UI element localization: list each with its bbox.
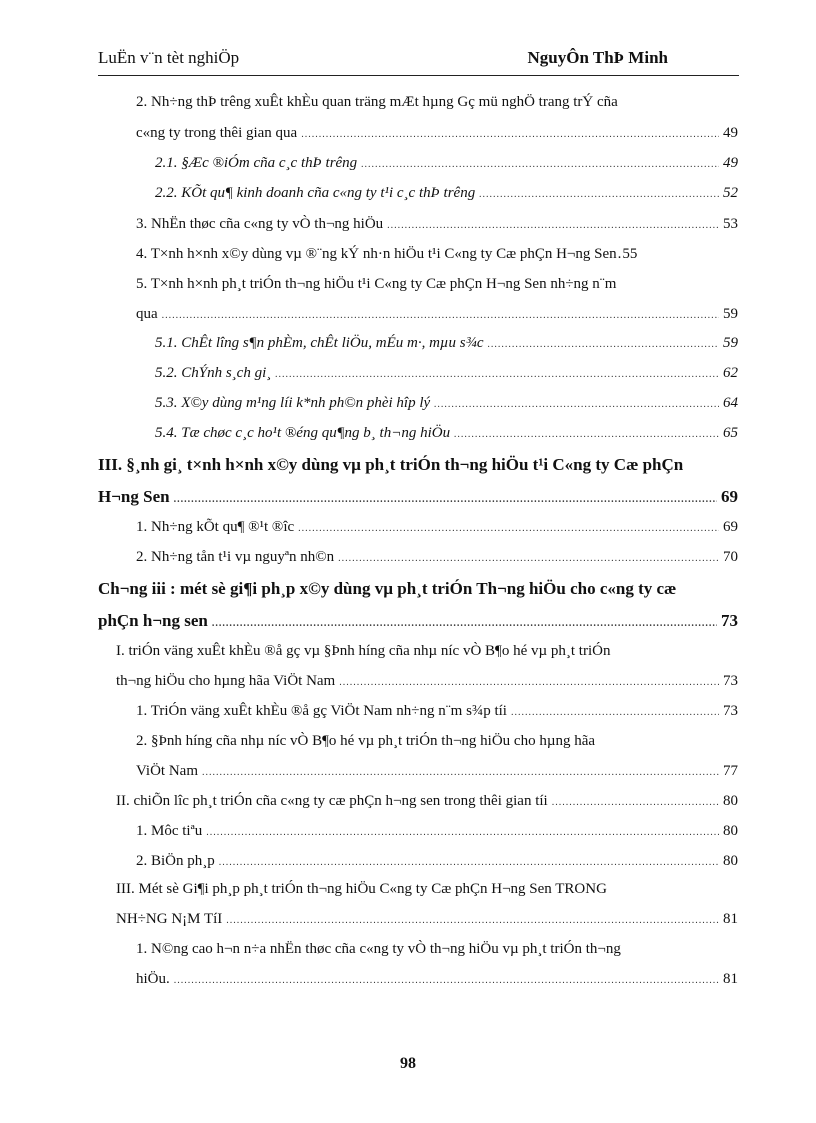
toc-entry-text: ViÖt Nam [136, 763, 199, 779]
toc-page-number: 80 [723, 853, 738, 869]
toc-page-number: 59 [723, 306, 738, 322]
toc-page-number: 81 [723, 911, 738, 927]
toc-page-number: 53 [723, 216, 738, 232]
toc-page-number: 77 [723, 763, 738, 779]
author-name: NguyÔn ThÞ Minh [527, 48, 668, 67]
toc-entry-row [136, 216, 738, 233]
toc-entry-row [155, 335, 738, 352]
toc-section-text: H¬ng Sen [98, 487, 170, 506]
toc-entry-text: 2. Nh÷ng thÞ trêng xuÊt khÈu quan träng mÆt hµng Gç mü nghÖ trang trÝ cña [136, 94, 618, 110]
toc-entry-text: 2. Nh÷ng tån t¹i vµ nguyªn nh©n [136, 549, 335, 565]
toc-entry-text: 2.1. §Æc ®iÓm cña c¸c thÞ trêng [155, 155, 358, 171]
toc-page-number: 73 [723, 703, 738, 719]
thesis-title: LuËn v¨n tèt nghiÖp [98, 48, 240, 67]
toc-entry-row [116, 911, 738, 928]
toc-page-number: 69 [721, 487, 738, 506]
toc-page-number: 64 [723, 395, 738, 411]
toc-entry-row [136, 823, 738, 840]
toc-page-number: 73 [721, 611, 738, 630]
toc-entry-text: 4. T×nh h×nh x©y dùng vµ ®¨ng kÝ nh·n hiÖu t¹i C«ng ty Cæ phÇn H¬ng Sen [136, 246, 617, 262]
toc-entry-row [136, 763, 738, 780]
toc-entry-text: hiÖu. [136, 971, 170, 987]
toc-entry-row [136, 519, 738, 536]
toc-entry-text: 5.1. ChÊt lîng s¶n phÈm, chÊt liÖu, mÉu m·, mµu s¾c [155, 335, 484, 351]
toc-page-number: 73 [723, 673, 738, 689]
toc-entry-text: 2.2. KÕt qu¶ kinh doanh cña c«ng ty t¹i c¸c thÞ trêng [155, 185, 476, 201]
toc-page-number: 49 [723, 125, 738, 141]
toc-page-number: 81 [723, 971, 738, 987]
toc-entry-text: 5.3. X©y dùng m¹ng líi k*nh ph©n phèi hîp lý [155, 395, 431, 411]
toc-entry-text: 1. Môc tiªu [136, 823, 203, 839]
toc-entry-row [155, 395, 738, 412]
toc-entry-text: 1. Nh÷ng kÕt qu¶ ®¹t ®îc [136, 519, 295, 535]
toc-entry-text: II. chiÕn lîc ph¸t triÓn cña c«ng ty cæ phÇn h¬ng sen trong thêi gian tíi [116, 793, 548, 809]
toc-entry-text: 5. T×nh h×nh ph¸t triÓn th¬ng hiÖu t¹i C«ng ty Cæ phÇn H¬ng Sen nh÷ng n¨m [136, 276, 617, 292]
toc-entry-text: NH÷NG N¡M TíI [116, 911, 223, 927]
page-header [98, 48, 738, 74]
toc-entry-text: I. triÓn väng xuÊt khÈu ®å gç vµ §Þnh híng cña nhµ níc vÒ B¶o hé vµ ph¸t triÓn [116, 643, 611, 659]
toc-entry-text: 1. TriÓn väng xuÊt khÈu ®å gç ViÖt Nam nh÷ng n¨m s¾p tíi [136, 703, 507, 719]
toc-page-number: 55 [622, 246, 638, 262]
toc-entry-text: 2. §Þnh híng cña nhµ níc vÒ B¶o hé vµ ph¸t triÓn th¬ng hiÖu cho hµng hãa [136, 733, 596, 749]
toc-entry-row [136, 853, 738, 870]
toc-entry-text: 2. BiÖn ph¸p [136, 853, 215, 869]
toc-entry-text: 1. N©ng cao h¬n n÷a nhËn thøc cña c«ng ty vÒ th¬ng hiÖu vµ ph¸t triÓn th¬ng [136, 941, 621, 957]
toc-page-number: 80 [723, 793, 738, 809]
toc-entry-row [155, 155, 738, 172]
toc-entry-row [136, 971, 738, 988]
toc-page-number: 70 [723, 549, 738, 565]
page-number: 98 [400, 1055, 416, 1072]
toc-entry-row [155, 365, 738, 382]
toc-entry-row [155, 425, 738, 442]
toc-page-number: 65 [723, 425, 738, 441]
toc-entry-row [136, 549, 738, 566]
toc-entry-row: 4. T×nh h×nh x©y dùng vµ ®¨ng kÝ nh·n hiÖu t¹i C«ng ty Cæ phÇn H¬ng Sen . 55 [136, 246, 638, 262]
toc-chapter-text: Ch¬ng iii : mét sè gi¶i ph¸p x©y dùng vµ ph¸t triÓn Th¬ng hiÖu cho c«ng ty cæ [98, 579, 677, 598]
toc-chapter-text: phÇn h¬ng sen [98, 611, 208, 630]
toc-entry-row [116, 793, 738, 810]
toc-entry-row [136, 703, 738, 720]
toc-page-number: 69 [723, 519, 738, 535]
toc-page-number: 59 [723, 335, 738, 351]
toc-section-text: III. §¸nh gi¸ t×nh h×nh x©y dùng vµ ph¸t triÓn th¬ng hiÖu t¹i C«ng ty Cæ phÇn [98, 455, 684, 474]
toc-page-number: 52 [723, 185, 738, 201]
toc-page-number: 80 [723, 823, 738, 839]
toc-entry-row [136, 125, 738, 142]
toc-page-number: 49 [723, 155, 738, 171]
toc-entry-text: 3. NhËn thøc cña c«ng ty vÒ th¬ng hiÖu [136, 216, 384, 232]
toc-entry-text: qua [136, 306, 158, 322]
toc-section-row [98, 487, 738, 507]
toc-entry-row [155, 185, 738, 202]
toc-entry-text: 5.2. ChÝnh s¸ch gi¸ [155, 365, 272, 381]
toc-entry-text: III. Mét sè Gi¶i ph¸p ph¸t triÓn th¬ng hiÖu C«ng ty Cæ phÇn H¬ng Sen TRONG [116, 881, 607, 897]
toc-entry-row [136, 306, 738, 323]
toc-entry-text: 5.4. Tæ chøc c¸c ho¹t ®éng qu¶ng b¸ th¬ng hiÖu [155, 425, 451, 441]
header-divider [98, 75, 739, 76]
toc-entry-row [116, 673, 738, 690]
toc-page-number: 62 [723, 365, 738, 381]
toc-chapter-row [98, 611, 738, 631]
toc-entry-text: c«ng ty trong thêi gian qua [136, 125, 298, 141]
toc-entry-text: th¬ng hiÖu cho hµng hãa ViÖt Nam [116, 673, 336, 689]
